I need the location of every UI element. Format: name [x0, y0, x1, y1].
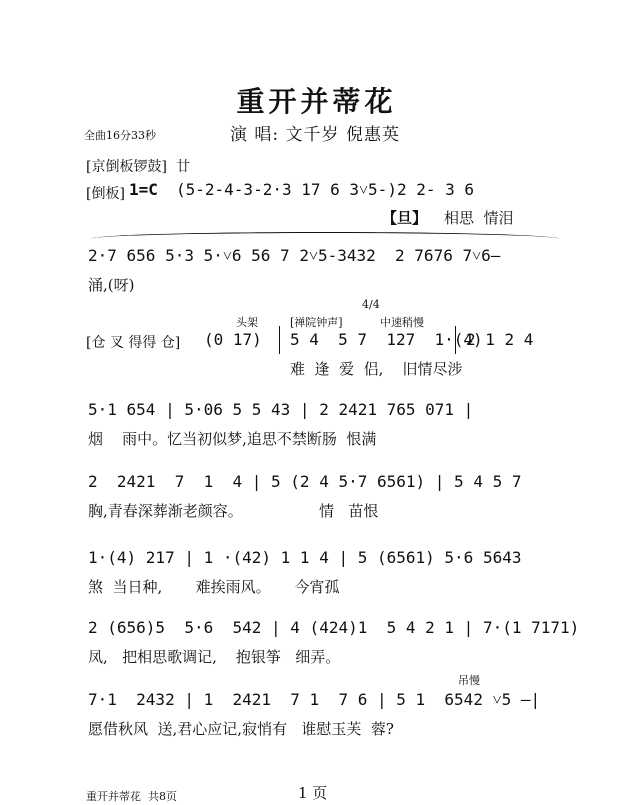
score-line-5: 2 2421 7 1 4 | 5 (2 4 5·7 6561) | 5 4 5 7 — [88, 472, 522, 491]
lyrics-line-7: 凤, 把相思歌调记, 抱银筝 细弄。 — [88, 648, 341, 666]
score-line-2: 2·7 656 5·3 5·˅6 56 7 2˅5-3432 2 7676 7˅6— — [88, 246, 501, 265]
score-line-1: (5-2-4-3-2·3 17 6 3˅5-)2 2- 3 6 — [176, 180, 475, 199]
lyrics-line-1: 相思 情泪 — [444, 209, 514, 227]
lyrics-line-2: 涌,(呀) — [88, 276, 135, 294]
score-line-6: 1·(4) 217 | 1 ·(42) 1 1 4 | 5 (6561) 5·6 5643 — [88, 548, 522, 567]
score-line-3c: 2 1 2 4 — [466, 330, 534, 349]
tempo-mark: 中速稍慢 — [380, 316, 424, 329]
lyrics-line-3: 难 逢 爱 侣, 旧情尽涉 — [290, 360, 463, 378]
score-line-8: 7·1 2432 | 1 2421 7 1 7 6 | 5 1 6542 ˅5 —| — [88, 690, 541, 709]
score-line-4: 5·1 654 | 5·06 5 5 43 | 2 2421 765 071 | — [88, 400, 474, 419]
section-label: [倒板] — [86, 186, 125, 202]
score-line-3a: (0 17) — [204, 330, 262, 349]
lyrics-line-8: 愿借秋风 送,君心应记,寂悄有 谁慰玉芙 蓉? — [88, 720, 394, 738]
prelude-label: [京倒板锣鼓] — [86, 159, 167, 175]
page-number: 1 页 — [298, 784, 328, 802]
key-signature: 1=C — [129, 180, 158, 199]
singers: 演 唱: 文千岁 倪惠英 — [230, 125, 400, 145]
tag-chanyuan: [禅院钟声] — [290, 316, 343, 329]
song-title: 重开并蒂花 — [236, 85, 397, 118]
gong-pattern: [仓 叉 得得 仓] — [86, 335, 181, 351]
score-line-3b: 5 4 5 7 127 1·(4) — [290, 330, 483, 349]
lyrics-line-6: 煞 当日种, 难挨雨风。 今宵孤 — [88, 578, 340, 596]
tag-toujia: 头架 — [236, 316, 258, 329]
score-line-7: 2 (656)5 5·6 542 | 4 (424)1 5 4 2 1 | 7·(1 7171) — [88, 618, 580, 637]
lyrics-line-5: 胸,青春深葬渐老颜容。 情 苗恨 — [88, 502, 379, 520]
lyrics-line-4: 烟 雨中。忆当初似梦,追思不禁断肠 恨满 — [88, 430, 377, 448]
role-label: 【旦】 — [382, 209, 428, 227]
duration-note: 全曲16分33秒 — [84, 129, 156, 142]
time-signature: 4/4 — [362, 298, 380, 311]
footer-title: 重开并蒂花 共8页 — [86, 790, 177, 803]
prelude-mark: 廿 — [176, 159, 190, 175]
tempo-diaoman: 吊慢 — [458, 674, 480, 687]
